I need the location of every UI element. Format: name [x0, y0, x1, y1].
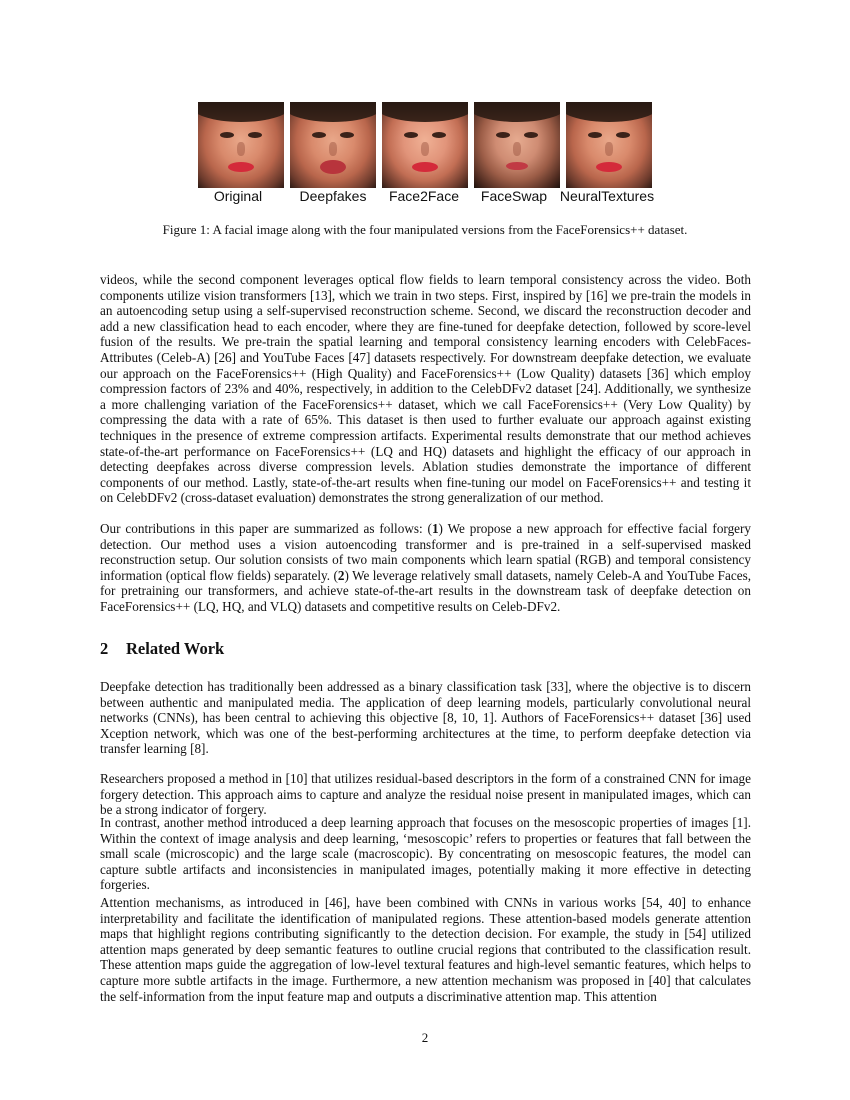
- section-heading-related-work: [100, 639, 224, 659]
- face-label-deepfakes: Deepfakes: [299, 188, 367, 204]
- section-number: 2: [100, 639, 109, 658]
- face-original-image: [198, 102, 284, 188]
- face-neuraltextures-image: [566, 102, 652, 188]
- face-faceswap-image: [474, 102, 560, 188]
- page-number: 2: [421, 1030, 429, 1045]
- contributions-text-a: Our contributions in this paper are summarized as follows: (: [100, 521, 432, 536]
- figure-caption: Figure 1: A facial image along with the four manipulated versions from the FaceForensics++ dataset.: [162, 222, 688, 237]
- face-label-original: Original: [213, 188, 263, 204]
- paragraph-residual-descriptors: Researchers proposed a method in [10] that utilizes residual-based descriptors in the form of a constrained CNN for image forgery detection. This approach aims to capture and analyze the residual noise present in manipulated images, which can be a strong indicator of forgery.: [100, 771, 751, 818]
- contribution-number-2: 2: [337, 567, 345, 583]
- contribution-number-1: 1: [431, 521, 439, 536]
- section-title: Related Work: [126, 639, 225, 658]
- face-label-neuraltextures: NeuralTextures: [559, 188, 655, 204]
- paragraph-binary-classification: Deepfake detection has traditionally been addressed as a binary classification task [33], where the objective is to discern between authentic and manipulated media. The application of deep learning models, particularly convolutional neural networks (CNNs), has been central to achieving this objective [8, 10, 1]. Authors of FaceForensics++ dataset [36] used Xception network, which was one of the best-performing architectures at the time, to perform deepfake detection via transfer learning [8].: [100, 679, 751, 757]
- face-label-faceswap: FaceSwap: [480, 188, 548, 204]
- paragraph-attention: Attention mechanisms, as introduced in [46], have been combined with CNNs in various works [54, 40] to enhance interpretability and facilitate the identification of manipulated regions. These attention-based models generate attention maps that highlight regions contributing significantly to the detection decision. For example, the study in [54] utilized attention maps generated by deep semantic features to outline crucial regions that contributed to the classification result. These attention maps guide the aggregation of low-level textural features and high-level semantic features, which helps to capture more subtle artifacts in the image. Furthermore, a new attention mechanism was proposed in [40] that calculates the self-information from the input feature map and outputs a discriminative attention map. This attention: [100, 895, 751, 1004]
- face-face2face-image: [382, 102, 468, 188]
- contributions-text-b: ) We propose a new approach for effective facial forgery detection. Our method uses a vision autoencoding transformer and is pre-trained in a self-supervised masked reconstruction setup. Our solution consists of two main components which learn spatial (RGB) and temporal consistency information (optical flow fields) separately. (: [100, 521, 752, 583]
- face-deepfakes-image: [290, 102, 376, 188]
- paragraph-intro-continued: videos, while the second component leverages optical flow fields to learn temporal consistency across the video. Both components utilize vision transformers [13], which we train in two steps. First, inspired by [16] we pre-train the models in an autoencoding setup using a self-supervised reconstruction scheme. Second, we discard the reconstruction decoder and add a new classification head to each encoder, where they are fine-tuned for deepfake detection, followed by score-level fusion of the results. We pre-train the spatial learning and temporal consistency learning encoders with CelebFaces-Attributes (Celeb-A) [26] and YouTube Faces [47] datasets respectively. For downstream deepfake detection, we evaluate our approach on the FaceForensics++ (High Quality) and FaceForensics++ (Low Quality) datasets [36] which employ compression factors of 23% and 40%, respectively, in addition to the CelebDFv2 dataset [24]. Additionally, we synthesize a more challenging variation of the FaceForensics++ dataset, which we call FaceForensics++ (Very Low Quality) by compressing the data with a rate of 65%. This dataset is then used to further evaluate our approach against existing techniques in the presence of extreme compression artifacts. Experimental results demonstrate that our method achieves state-of-the-art performance on FaceForensics++ (LQ and HQ) datasets and highlight the efficacy of our approach in detecting deepfakes across diverse compression levels. Ablation studies demonstrate the importance of different components of our method. Lastly, state-of-the-art results when fine-tuning our model on FaceForensics++ and testing it on CelebDFv2 (cross-dataset evaluation) demonstrates the strong generalization of our method.: [100, 272, 751, 506]
- paragraph-mesoscopic: In contrast, another method introduced a deep learning approach that focuses on the mesoscopic properties of images [1]. Within the context of image analysis and deep learning, ‘mesoscopic’ refers to properties or features that fall between the small scale (microscopic) and the large scale (macroscopic). By concentrating on mesoscopic features, the model can capture subtle artifacts and inconsistencies in manipulated images, potentially making it more effective in detecting forgeries.: [100, 815, 751, 893]
- face-image-strip: [198, 102, 652, 188]
- paragraph-contributions: [100, 521, 751, 615]
- face-label-face2face: Face2Face: [388, 188, 460, 204]
- contributions-text-c: ) We leverage relatively small datasets, namely Celeb-A and YouTube Faces, for pretraining our transformers, and achieve state-of-the-art results in the downstream task of deepfake detection on FaceForensics++ (LQ, HQ, and VLQ) datasets and competitive results on Celeb-DFv2.: [100, 567, 751, 614]
